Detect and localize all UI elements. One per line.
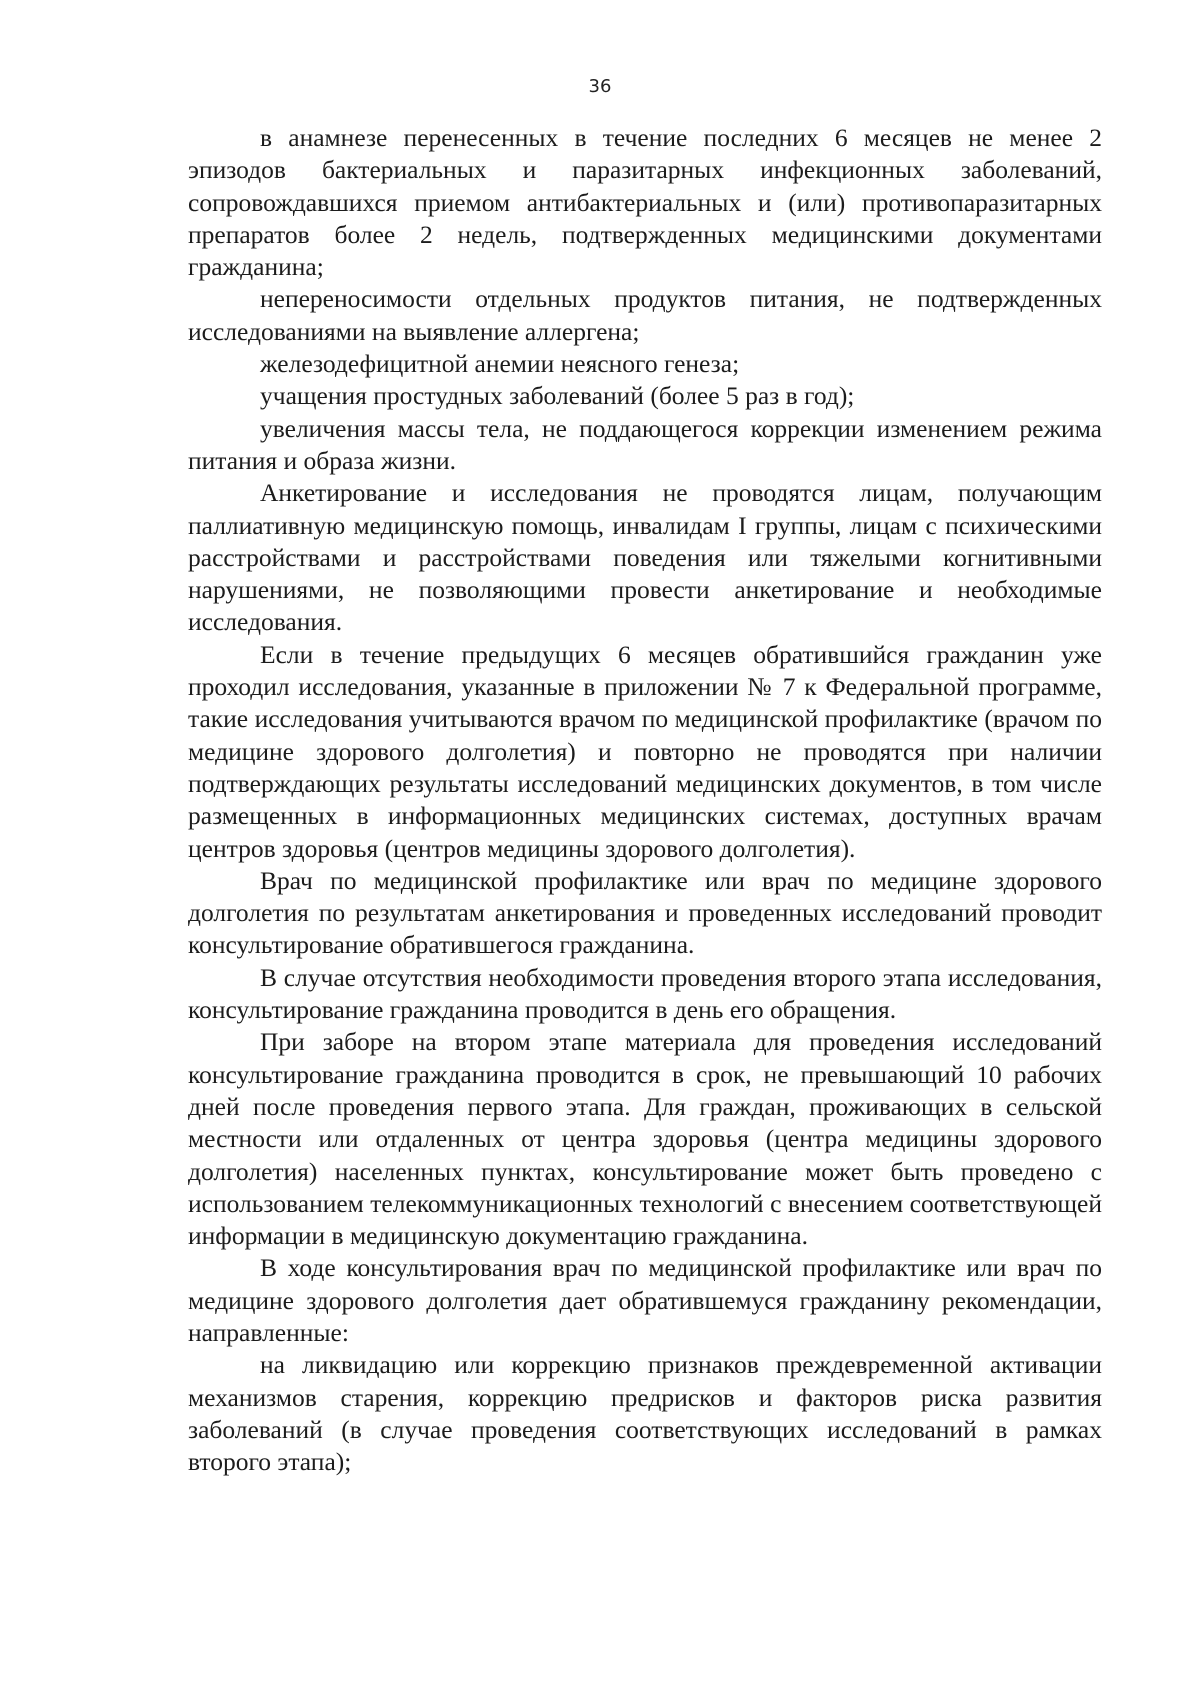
paragraph: При заборе на втором этапе материала для проведения исследований консультирование гражданина проводится в срок, не превышающий 10 рабочих дней после проведения первого этапа. Для граждан, проживающих в сельской местности или отдаленных от центра здоровья (центра медицины здорового долголетия) населенных пунктах, консультирование может быть проведено с использованием телекоммуникационных технологий с внесением соответствующей информации в медицинскую документацию гражданина. (188, 1027, 1102, 1251)
paragraph: учащения простудных заболеваний (более 5 раз в год); (260, 381, 855, 411)
paragraph: увеличения массы тела, не поддающегося коррекции изменением режима питания и образа жизни. (188, 413, 1102, 475)
paragraph: на ликвидацию или коррекцию признаков преждевременной активации механизмов старения, коррекцию предрисков и факторов риска развития заболеваний (в случае проведения соответствующих исследований в рамках второго этапа); (188, 1350, 1102, 1477)
paragraph: Анкетирование и исследования не проводятся лицам, получающим паллиативную медицинскую помощь, инвалидам I группы, лицам с психическими расстройствами и расстройствами поведения или тяжелыми когнитивными нарушениями, не позволяющими провести анкетирование и необходимые исследования. (188, 478, 1102, 637)
paragraph: в анамнезе перенесенных в течение последних 6 месяцев не менее 2 эпизодов бактериальных и паразитарных инфекционных заболеваний, сопровождавшихся приемом антибактериальных и (или) противопаразитарных препаратов более 2 недель, подтвержденных медицинскими документами гражданина; (188, 123, 1102, 282)
paragraph: В случае отсутствия необходимости проведения второго этапа исследования, консультирование гражданина проводится в день его обращения. (188, 962, 1102, 1025)
paragraph: Если в течение предыдущих 6 месяцев обратившийся гражданин уже проходил исследования, указанные в приложении № 7 к Федеральной программе, такие исследования учитываются врачом по медицинской профилактике (врачом по медицине здорового долголетия) и повторно не проводятся при наличии подтверждающих результаты исследований медицинских документов, в том числе размещенных в информационных медицинских системах, доступных врачам центров здоровья (центров медицины здорового долголетия). (188, 639, 1102, 863)
page-number: 36 (588, 76, 612, 97)
paragraph: непереносимости отдельных продуктов питания, не подтвержденных исследованиями на выявление аллергена; (188, 284, 1102, 346)
paragraph: Врач по медицинской профилактике или врач по медицине здорового долголетия по результатам анкетирования и проведенных исследований проводит консультирование обратившегося гражданина. (188, 865, 1102, 960)
document-body (188, 122, 1102, 1478)
paragraph: железодефицитной анемии неясного генеза; (260, 349, 740, 379)
paragraph: В ходе консультирования врач по медицинской профилактике или врач по медицине здорового долголетия дает обратившемуся гражданину рекомендации, направленные: (188, 1253, 1102, 1347)
